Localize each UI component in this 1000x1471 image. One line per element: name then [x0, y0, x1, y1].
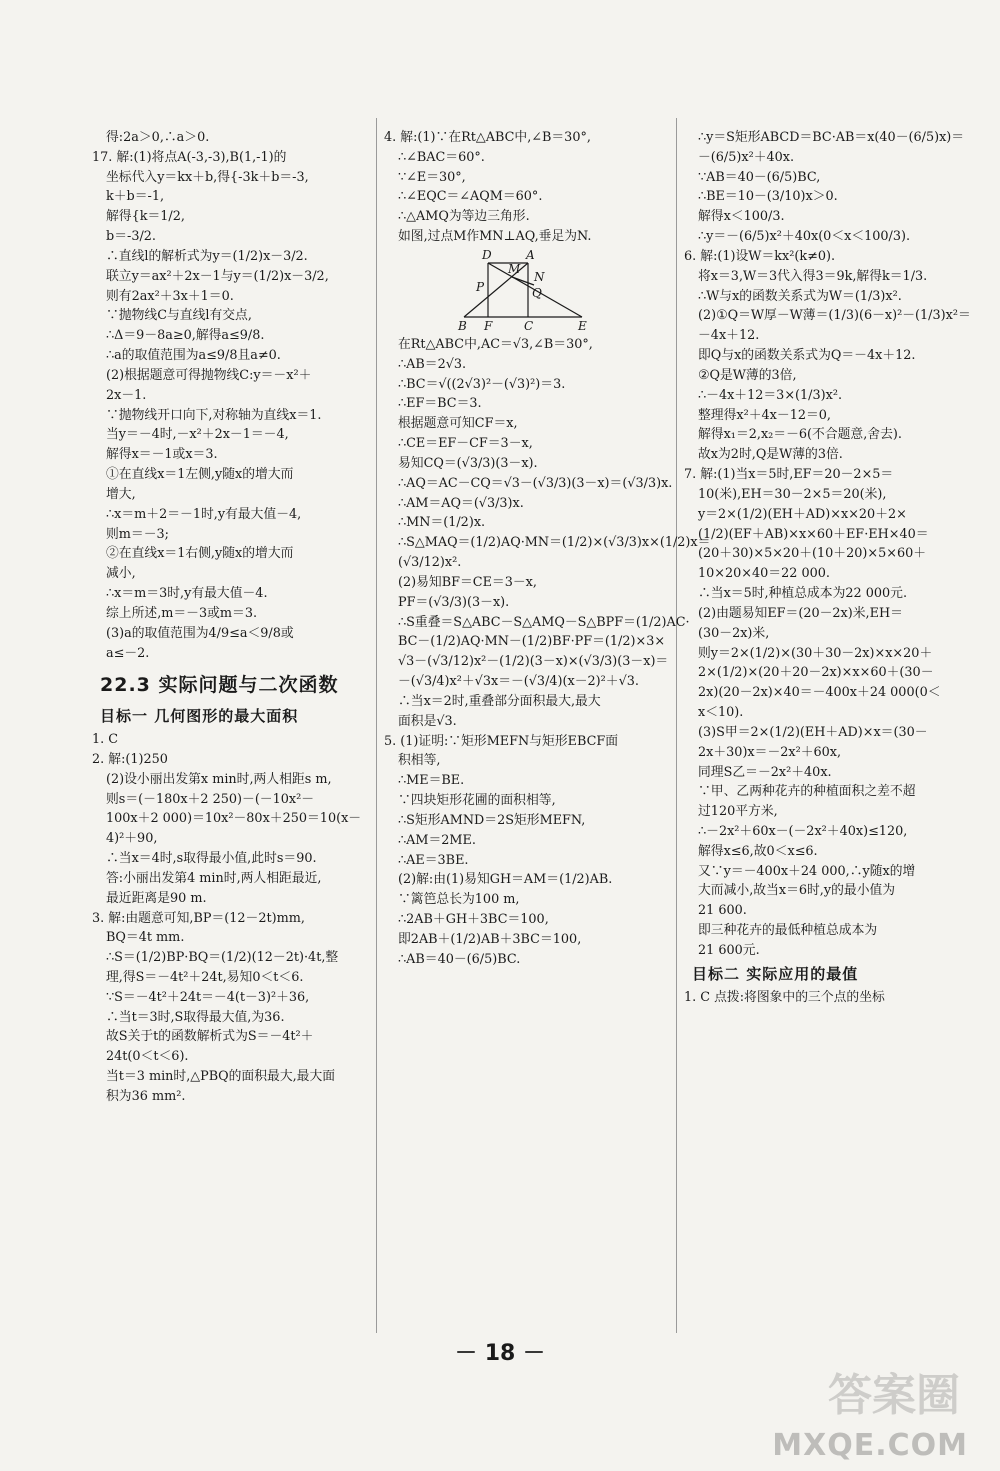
- text-line: ∴－4x＋12＝3×(1/3)x².: [698, 387, 843, 403]
- text-line: 3. 解:由题意可知,BP＝(12－2t)mm,: [92, 910, 305, 926]
- section-title: 22.3 实际问题与二次函数: [100, 674, 339, 697]
- text-line: ∴AM＝2ME.: [398, 832, 476, 848]
- text-line: 最近距离是90 m.: [106, 890, 207, 906]
- text-line: －4x＋12.: [698, 328, 760, 344]
- text-line: ∴x＝m＋2＝－1时,y有最大值－4,: [106, 506, 302, 522]
- text-line: 在Rt△ABC中,AC＝√3,∠B＝30°,: [398, 336, 593, 352]
- text-line: ∴y＝－(6/5)x²＋40x(0＜x＜100/3).: [698, 229, 911, 245]
- text-line: ∵四块矩形花圃的面积相等,: [398, 793, 556, 809]
- text-line: 5. (1)证明:∵矩形MEFN与矩形EBCF面: [384, 733, 619, 749]
- text-line: ∵篱笆总长为100 m,: [398, 892, 520, 908]
- text-line: ∴S＝(1/2)BP·BQ＝(1/2)(12－2t)·4t,整: [106, 950, 339, 966]
- text-line: ∵抛物线C与直线l有交点,: [106, 308, 252, 324]
- text-line: 又∵y＝－400x＋24 000,∴y随x的增: [698, 863, 916, 879]
- text-line: (2)易知BF＝CE＝3－x,: [398, 574, 537, 590]
- text-line: ∴MN＝(1/2)x.: [398, 515, 486, 531]
- text-line: (30－2x)米,: [698, 625, 770, 641]
- text-line: 解得{k＝1/2,: [106, 209, 185, 225]
- text-line: ∴当x＝2时,重叠部分面积最大,最大: [398, 693, 601, 709]
- text-line: ∴S矩形AMND＝2S矩形MEFN,: [398, 812, 586, 828]
- text-line: 当t＝3 min时,△PBQ的面积最大,最大面: [106, 1069, 336, 1085]
- text-line: 2x－1.: [106, 387, 147, 403]
- text-line: (2)由题易知EF＝(20－2x)米,EH＝: [698, 605, 903, 621]
- text-line: ∵甲、乙两种花卉的种植面积之差不超: [698, 784, 916, 800]
- watermark-url: MXQE.COM: [772, 1428, 968, 1463]
- text-line: BQ＝4t mm.: [106, 930, 185, 946]
- text-line: 故x为2时,Q是W薄的3倍.: [698, 447, 843, 463]
- text-line: 坐标代入y＝kx＋b,得{-3k＋b＝-3,: [106, 169, 309, 185]
- text-line: BC－(1/2)AQ·MN－(1/2)BF·PF＝(1/2)×3×: [398, 634, 666, 650]
- text-line: 即Q与x的函数关系式为Q＝－4x＋12.: [698, 348, 916, 364]
- text-line: 易知CQ＝(√3/3)(3－x).: [398, 455, 538, 471]
- text-line: b＝-3/2.: [106, 229, 156, 245]
- text-line: ①在直线x＝1左侧,y随x的增大而: [106, 467, 294, 483]
- column-divider: [376, 118, 377, 1333]
- column-middle: [384, 128, 711, 969]
- text-line: ∴CE＝EF－CF＝3－x,: [398, 436, 533, 452]
- text-line: ∴x＝m＝3时,y有最大值－4.: [106, 586, 268, 602]
- text-line: 2×(1/2)×(20＋20－2x)×x×60＋(30－: [698, 665, 934, 681]
- text-line: ∴S重叠＝S△ABC－S△AMQ－S△BPF＝(1/2)AC·: [398, 614, 690, 630]
- text-line: 21 600元.: [698, 942, 760, 958]
- text-line: a≤－2.: [106, 645, 150, 661]
- text-line: ∴直线l的解析式为y＝(1/2)x－3/2.: [106, 248, 308, 264]
- text-line: 增大,: [106, 486, 136, 502]
- text-line: (2)①Q＝W厚－W薄＝(1/3)(6－x)²－(1/3)x²＝: [698, 308, 971, 324]
- text-line: 根据题意可知CF＝x,: [398, 416, 518, 432]
- text-line: 同理S乙＝－2x²＋40x.: [698, 764, 832, 780]
- text-line: 综上所述,m＝－3或m＝3.: [106, 605, 258, 621]
- text-line: ∴－2x²＋60x－(－2x²＋40x)≤120,: [698, 823, 908, 839]
- text-line: x＜10).: [698, 705, 744, 721]
- text-line: 理,得S＝－4t²＋24t,易知0＜t＜6.: [106, 969, 304, 985]
- text-line: 得:2a＞0,∴a＞0.: [106, 130, 210, 145]
- text-line: ②Q是W薄的3倍,: [698, 367, 797, 383]
- text-line: ∴2AB＋GH＋3BC＝100,: [398, 911, 549, 927]
- column-divider: [676, 118, 677, 1333]
- label-q: Q: [532, 285, 542, 300]
- text-line: 则y＝2×(1/2)×(30＋30－2x)×x×20＋: [698, 645, 933, 661]
- text-line: 即2AB＋(1/2)AB＋3BC＝100,: [398, 931, 582, 947]
- text-line: ∴ME＝BE.: [398, 773, 465, 789]
- label-a: A: [526, 247, 535, 262]
- text-line: 2. 解:(1)250: [92, 751, 168, 767]
- text-line: ∵AB＝40－(6/5)BC,: [698, 169, 821, 185]
- text-line: ∴当t＝3时,S取得最大值,为36.: [106, 1009, 285, 1025]
- text-line: ∴S△MAQ＝(1/2)AQ·MN＝(1/2)×(√3/3)x×(1/2)x＝: [398, 535, 711, 551]
- text-line: ∴当x＝5时,种植总成本为22 000元.: [698, 586, 908, 602]
- text-line: ∴y＝S矩形ABCD＝BC·AB＝x(40－(6/5)x)＝: [698, 130, 965, 145]
- text-line: ∴当x＝4时,s取得最小值,此时s＝90.: [106, 851, 317, 867]
- text-line: 21 600.: [698, 903, 747, 919]
- text-line: (2)设小丽出发第x min时,两人相距s m,: [106, 771, 332, 787]
- text-line: 100x＋2 000)＝10x²－80x＋250＝10(x－: [106, 811, 362, 827]
- text-line: (2)解:由(1)易知GH＝AM＝(1/2)AB.: [398, 872, 613, 888]
- text-line: －(√3/4)x²＋√3x＝－(√3/4)(x－2)²＋√3.: [398, 674, 639, 690]
- text-line: ∴EF＝BC＝3.: [398, 396, 482, 412]
- text-line: 过120平方米,: [698, 804, 778, 820]
- text-line: (1/2)(EF＋AB)×x×60＋EF·EH×40＝: [698, 526, 929, 542]
- text-line: 1. C: [92, 732, 119, 748]
- text-line: ∴∠BAC＝60°.: [398, 149, 485, 165]
- text-line: ∴BC＝√((2√3)²－(√3)²)＝3.: [398, 376, 566, 392]
- text-line: 整理得x²＋4x－12＝0,: [698, 407, 831, 423]
- text-line: ∵∠E＝30°,: [398, 169, 466, 185]
- label-c: C: [524, 318, 534, 333]
- answer-line: 1. C 点拨:将图象中的三个点的坐标: [684, 990, 885, 1006]
- text-line: (3)S甲＝2×(1/2)(EH＋AD)×x＝(30－: [698, 724, 928, 740]
- text-line: 减小,: [106, 566, 136, 582]
- text-line: ∴△AMQ为等边三角形.: [398, 209, 530, 225]
- text-line: (3)a的取值范围为4/9≤a＜9/8或: [106, 625, 294, 641]
- label-f: F: [484, 318, 493, 333]
- text-line: 24t(0＜t＜6).: [106, 1049, 189, 1065]
- text-line: ∵抛物线开口向下,对称轴为直线x＝1.: [106, 407, 322, 423]
- text-line: 当y＝－4时,－x²＋2x－1＝－4,: [106, 427, 289, 443]
- text-line: 6. 解:(1)设W＝kx²(k≠0).: [684, 248, 836, 264]
- text-line: 面积是√3.: [398, 713, 457, 729]
- text-line: ②在直线x＝1右侧,y随x的增大而: [106, 546, 294, 562]
- text-line: 4)²＋90,: [106, 831, 158, 847]
- label-p: P: [476, 279, 485, 294]
- text-line: ∴BE＝10－(3/10)x＞0.: [698, 189, 838, 205]
- text-line: 解得x＝－1或x＝3.: [106, 447, 218, 463]
- text-line: ∴AE＝3BE.: [398, 852, 469, 868]
- text-line: 如图,过点M作MN⊥AQ,垂足为N.: [398, 229, 592, 245]
- text-line: 积相等,: [398, 753, 441, 769]
- label-m: M: [508, 261, 521, 276]
- text-line: (2)根据题意可得抛物线C:y＝－x²＋: [106, 367, 312, 383]
- text-line: ∴AM＝AQ＝(√3/3)x.: [398, 495, 524, 511]
- watermark-logo: 答案圈: [828, 1370, 960, 1421]
- text-line: －(6/5)x²＋40x.: [698, 149, 795, 165]
- column-right: [684, 128, 971, 1008]
- text-line: y＝2×(1/2)(EH＋AD)×x×20＋2×: [698, 506, 907, 522]
- text-line: 7. 解:(1)当x＝5时,EF＝20－2×5＝: [684, 467, 894, 483]
- text-line: 解得x＜100/3.: [698, 209, 785, 225]
- text-line: 将x＝3,W＝3代入得3＝9k,解得k＝1/3.: [698, 268, 928, 284]
- label-e: E: [578, 318, 587, 333]
- target-heading: 目标二 实际应用的最值: [692, 964, 859, 983]
- text-line: 则s＝(－180x＋2 250)－(－10x²－: [106, 791, 315, 807]
- text-line: PF＝(√3/3)(3－x).: [398, 594, 510, 610]
- text-line: ∴AQ＝AC－CQ＝√3－(√3/3)(3－x)＝(√3/3)x.: [398, 475, 673, 491]
- text-line: ∴Δ＝9－8a≥0,解得a≤9/8.: [106, 328, 265, 344]
- text-line: 大而减小,故当x＝6时,y的最小值为: [698, 883, 896, 899]
- text-line: 17. 解:(1)将点A(-3,-3),B(1,-1)的: [92, 149, 287, 165]
- text-line: ∴AB＝2√3.: [398, 356, 467, 372]
- text-line: (√3/12)x².: [398, 555, 462, 571]
- geometry-figure: [454, 249, 594, 331]
- text-line: 10×20×40＝22 000.: [698, 566, 830, 582]
- target-heading: 目标一 几何图形的最大面积: [100, 706, 299, 725]
- text-line: k＋b＝-1,: [106, 189, 165, 205]
- text-line: √3－(√3/12)x²－(1/2)(3－x)×(√3/3)(3－x)＝: [398, 654, 669, 670]
- text-line: 解得x≤6,故0＜x≤6.: [698, 843, 818, 859]
- text-line: 联立y＝ax²＋2x－1与y＝(1/2)x－3/2,: [106, 268, 329, 284]
- label-n: N: [534, 269, 545, 284]
- text-line: 则有2ax²＋3x＋1＝0.: [106, 288, 234, 304]
- text-line: 2x＋30)x＝－2x²＋60x,: [698, 744, 842, 760]
- text-line: 2x)(20－2x)×40＝－400x＋24 000(0＜: [698, 685, 941, 701]
- text-line: 答:小丽出发第4 min时,两人相距最近,: [106, 870, 322, 886]
- text-line: ∴a的取值范围为a≤9/8且a≠0.: [106, 348, 281, 364]
- label-d: D: [482, 247, 492, 262]
- text-line: 10(米),EH＝30－2×5＝20(米),: [698, 486, 887, 502]
- text-line: ∴W与x的函数关系式为W＝(1/3)x².: [698, 288, 902, 304]
- text-line: 积为36 mm².: [106, 1088, 186, 1104]
- text-line: 则m＝－3;: [106, 526, 169, 542]
- text-line: ∴∠EQC＝∠AQM＝60°.: [398, 189, 543, 205]
- text-line: 即三种花卉的最低种植总成本为: [698, 923, 878, 939]
- text-line: ∵S＝－4t²＋24t＝－4(t－3)²＋36,: [106, 989, 310, 1005]
- text-line: (20＋30)×5×20＋(10＋20)×5×60＋: [698, 546, 927, 562]
- page-number: － 18 －: [455, 1341, 545, 1366]
- label-b: B: [458, 318, 467, 333]
- text-line: ∴AB＝40－(6/5)BC.: [398, 951, 521, 967]
- text-line: 故S关于t的函数解析式为S＝－4t²＋: [106, 1029, 314, 1045]
- column-left: [92, 128, 370, 1107]
- text-line: 4. 解:(1)∵在Rt△ABC中,∠B＝30°,: [384, 130, 591, 145]
- text-line: 解得x₁＝2,x₂＝－6(不合题意,舍去).: [698, 427, 902, 443]
